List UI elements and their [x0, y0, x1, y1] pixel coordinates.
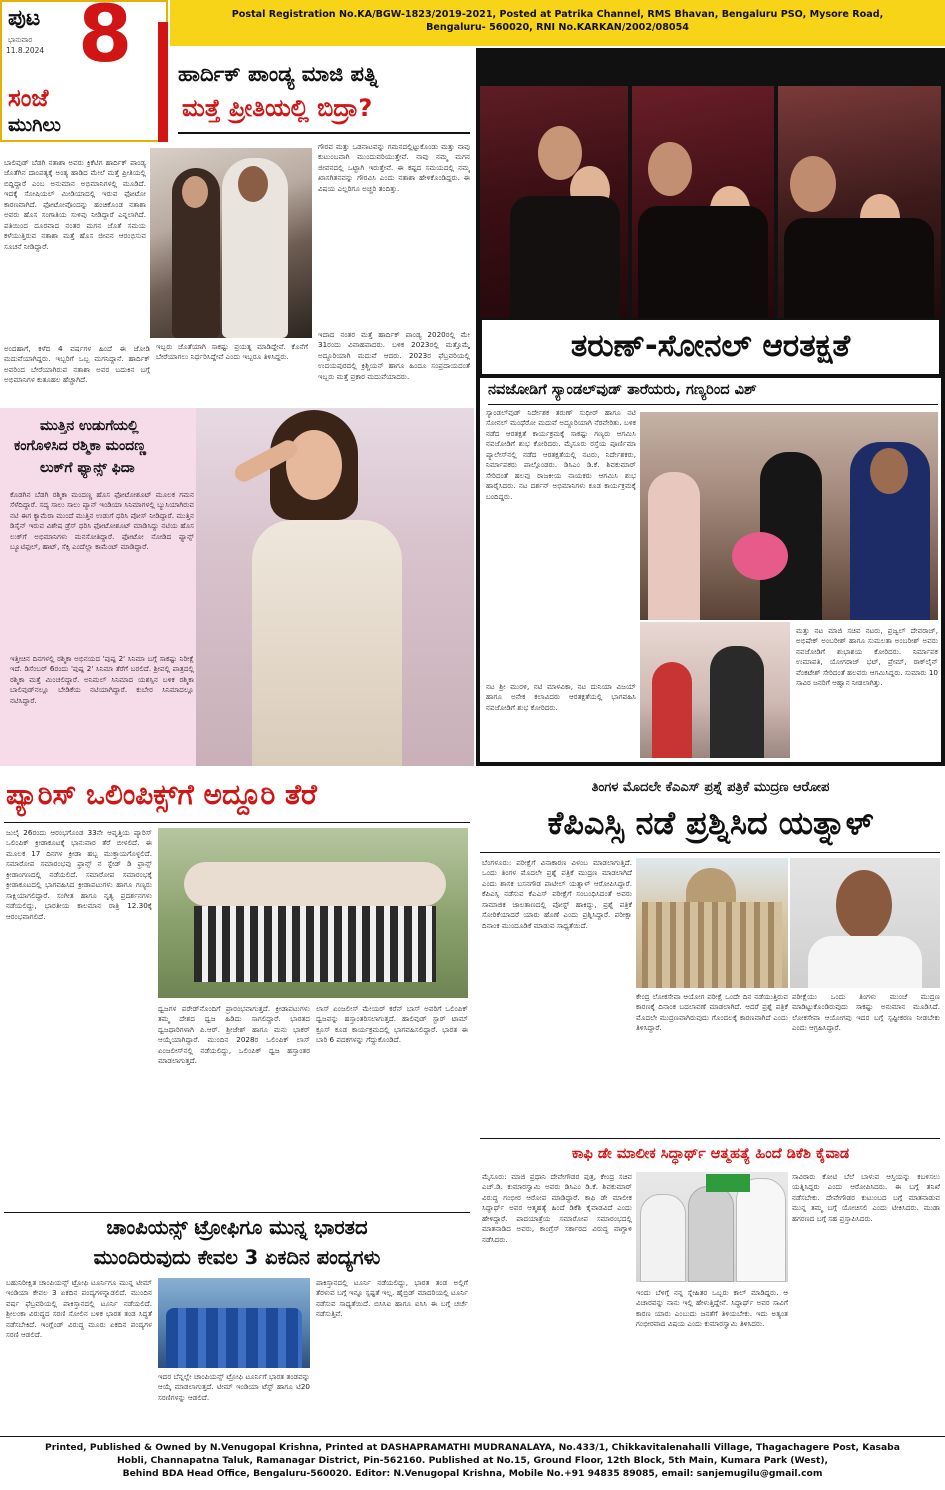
hardik-col1b-text: [4, 344, 150, 404]
paper-name-line2: ಮುಗಿಲು: [8, 114, 61, 136]
hardik-col2-para: ಗೌರವ ಮತ್ತು ಒಡನಾಟವನ್ನು ಗಮನದಲ್ಲಿಟ್ಟುಕೊಂಡು ಮತ್ತು ನಾವು ಕುಟುಂಬವಾಗಿ ಮುಂದುವರಿಯುತ್ತೇವೆ. ನಾವು ನಮ್ಮ ಮಗನ ಜೀವನದಲ್ಲಿ ಒಟ್ಟಾಗಿ ಇರುತ್ತೇವೆ. ಈ ಕಷ್ಟದ ಸಮಯದಲ್ಲಿ ನಮ್ಮ ಖಾಸಗಿತನವನ್ನು ಗೌರವಿಸಿ ಎಂದು ನತಾಶಾ ಹೇಳಿಕೊಂಡಿದ್ದರು. ಈ ವಿಷಯ ಎಲ್ಲರಿಗೂ ಅಚ್ಚರಿ ತಂದಿತ್ತು.: [318, 142, 470, 193]
champions-col3-para: ಪಾಕಿಸ್ತಾನದಲ್ಲಿ ಟೂರ್ನಿ ನಡೆಯಲಿದ್ದು, ಭಾರತ ತಂಡ ಅಲ್ಲಿಗೆ ತೆರಳುವ ಬಗ್ಗೆ ಇನ್ನೂ ಸ್ಪಷ್ಟತೆ ಇಲ್ಲ. ಹೈಬ್ರಿಡ್ ಮಾದರಿಯಲ್ಲಿ ಟೂರ್ನಿ ನಡೆಸುವ ಸಾಧ್ಯತೆಯಿದೆ. ಬಿಸಿಸಿಐ ಹಾಗೂ ಐಸಿಸಿ ಈ ಬಗ್ಗೆ ಚರ್ಚೆ ನಡೆಸುತ್ತಿವೆ.: [316, 1278, 468, 1319]
footer-imprint-box: [0, 1436, 945, 1490]
tarun-subhead-rule: [488, 404, 938, 405]
tarun-panel: [476, 48, 945, 766]
paris-headline-rule: [4, 822, 470, 823]
hardik-col1-para: ಬಾಲಿವುಡ್ ಬೆಡಗಿ ನತಾಶಾ ಅವರು ಕ್ರಿಕೆಟಿಗ ಹಾರ್ದಿಕ್ ಪಾಂಡ್ಯ ಜೊತೆಗಿನ ದಾಂಪತ್ಯಕ್ಕೆ ಅಂತ್ಯ ಹಾಡಿದ ಮೇಲೆ ಮತ್ತೆ ಪ್ರೀತಿಯಲ್ಲಿ ಬಿದ್ದಿದ್ದಾರೆ ಎಂಬ ಅನುಮಾನ ಅಭಿಮಾನಿಗಳಲ್ಲಿ ಮೂಡಿದೆ. ಇದಕ್ಕೆ ಸೋಷಿಯಲ್ ಮೀಡಿಯಾದಲ್ಲಿ ಇರುವ ಫೋಟೋ ಕಾರಣವಾಗಿದೆ. ಫೋಟೋವೊಂದನ್ನು ಹಂಚಿಕೊಂಡ ನತಾಶಾ ಅವರು ಹೊಸ ಸಂಗಾತಿಯ ಸುಳಿವು ನೀಡಿದ್ದಾರೆ ಎನ್ನಲಾಗಿದೆ. ಪತಿಯಿಂದ ದೂರವಾದ ನಂತರ ಮಗನ ಜೊತೆ ಸಮಯ ಕಳೆಯುತ್ತಿರುವ ನತಾಶಾ ಮತ್ತೆ ಹೊಸ ಜೀವನ ಆರಂಭಿಸುವ ಸೂಚನೆ ನೀಡಿದ್ದಾರೆ.: [4, 158, 146, 251]
paris-story: [0, 770, 474, 1210]
kpsc-col3-text: [792, 992, 940, 1132]
champions-top-rule: [4, 1212, 470, 1213]
champions-col2-para: ಇದರ ಬೆನ್ನಲ್ಲೇ ಚಾಂಪಿಯನ್ಸ್ ಟ್ರೋಫಿ ಟೂರ್ನಿಗೆ ಭಾರತ ತಂಡವನ್ನು ಆಯ್ಕೆ ಮಾಡಲಾಗುತ್ತದೆ. ಟೀಮ್ ಇಂಡಿಯಾ ಟೆಸ್ಟ್ ಹಾಗೂ ಟಿ20 ಸರಣಿಗಳನ್ನು ಆಡಲಿದೆ.: [158, 1372, 310, 1402]
vidhana-soudha-photo: [636, 858, 788, 988]
hardik-col2-text: [318, 142, 470, 322]
hardik-col3-para: ಇದಾದ ನಂತರ ಮತ್ತೆ ಹಾರ್ದಿಕ್ ಪಾಂಡ್ಯ 2020ರಲ್ಲಿ ಮೇ 31ರಂದು ವಿವಾಹವಾದರು. ಬಳಿಕ 2023ರಲ್ಲಿ ಮತ್ತೊಮ್ಮೆ ಅದ್ಧೂರಿಯಾಗಿ ಮದುವೆ ಆದರು. 2023ರ ಫೆಬ್ರವರಿಯಲ್ಲಿ ಉದಯಪುರದಲ್ಲಿ ಕ್ರಿಶ್ಚಿಯನ್ ಹಾಗೂ ಹಿಂದೂ ಸಂಪ್ರದಾಯದಂತೆ ಇಬ್ಬರು ಮತ್ತೆ ಪ್ರಕಾರ ಮದುವೆಯಾದರು.: [318, 330, 470, 381]
registration-line1: Postal Registration No.KA/BGW-1823/2019-2021, Posted at Patrika Channel, RMS Bhavan, Bengaluru PSO, Mysore Road,: [231, 9, 884, 20]
leader-1: [640, 1194, 686, 1282]
hardik-story: [0, 48, 474, 408]
olympics-dancers-photo: [158, 828, 468, 998]
rashmika-body2-para: ಇತ್ತೀಚಿನ ದಿನಗಳಲ್ಲಿ ರಶ್ಮಿಕಾ ಅಭಿನಯದ 'ಪುಷ್ಪ 2' ಸಿನಿಮಾ ಬಗ್ಗೆ ಸಾಕಷ್ಟು ನಿರೀಕ್ಷೆ ಇದೆ. ಡಿಸೆಂಬರ್ 6ರಂದು 'ಪುಷ್ಪ 2' ಸಿನಿಮಾ ತೆರೆಗೆ ಬರಲಿದೆ. ಶ್ರೀವಲ್ಲಿ ಪಾತ್ರದಲ್ಲಿ ರಶ್ಮಿಕಾ ಮತ್ತೆ ಮಿಂಚಲಿದ್ದಾರೆ. ಅನಿಮಲ್ ಸಿನಿಮಾದ ಯಶಸ್ಸಿನ ಬಳಿಕ ರಶ್ಮಿಕಾ ಬಾಲಿವುಡ್‌ನಲ್ಲೂ ಬೇಡಿಕೆಯ ನಟಿಯಾಗಿದ್ದಾರೆ. ಕುಬೇರ ಸಿನಿಮಾದಲ್ಲೂ ನಟಿಸಿದ್ದಾರೆ.: [10, 654, 194, 705]
paris-col2-text: [158, 1004, 310, 1204]
puta-label: ಪುಟ: [8, 6, 41, 31]
champions-story: [0, 1212, 474, 1470]
kpsc-col2-text: [636, 992, 788, 1132]
tarun-col2-text: [796, 626, 938, 758]
press-woman: [652, 662, 692, 758]
rashmika-body-para: ಕೊಡಗಿನ ಬೆಡಗಿ ರಶ್ಮಿಕಾ ಮಂದಣ್ಣ ಹೊಸ ಫೋಟೋಶೂಟ್ ಮೂಲಕ ಗಮನ ಸೆಳೆದಿದ್ದಾರೆ. ಸದ್ಯ ಸಾಲು ಸಾಲು ಪ್ಯಾನ್ ಇಂಡಿಯಾ ಸಿನಿಮಾಗಳಲ್ಲಿ ಬ್ಯುಸಿಯಾಗಿರುವ ನಟಿ ಈಗ ಕ್ಯಾಮೆರಾ ಮುಂದೆ ಮುತ್ತಿನ ಉಡುಗೆ ಧರಿಸಿ ಪೋಸ್ ನೀಡಿದ್ದಾರೆ. ಮುತ್ತಿನ ಡಿಸೈನ್ ಇರುವ ವಿಶೇಷ ಡ್ರೆಸ್ ಧರಿಸಿ ಫೋಟೋಶೂಟ್ ಮಾಡಿಸಿದ್ದು ನಟಿಯ ಹೊಸ ಲುಕ್‌ಗೆ ಅಭಿಮಾನಿಗಳು ಮನಸೋತಿದ್ದಾರೆ. ಫೋಟೋ ನೋಡಿದ ಫ್ಯಾನ್ಸ್ ಬ್ಯೂಟಿಫುಲ್, ಹಾಟ್, ಸೆಕ್ಸಿ ಎಂದೆಲ್ಲಾ ಕಾಮೆಂಟ್ ಮಾಡಿದ್ದಾರೆ.: [10, 490, 194, 552]
rashmika-dress: [252, 520, 402, 766]
page-number: 8: [78, 0, 133, 80]
team-india-photo: [158, 1278, 310, 1368]
rashmika-face: [286, 430, 342, 500]
coffee-col3-text: [792, 1172, 940, 1468]
hardik-headline-line2: ಮತ್ತೆ ಪ್ರೀತಿಯಲ್ಲಿ ಬಿದ್ರಾ?: [182, 94, 373, 122]
reception-dignitary-face: [870, 448, 908, 494]
press-man: [710, 646, 764, 758]
reception-woman: [648, 472, 700, 620]
kpsc-kicker: ತಿಂಗಳ ಮೊದಲೇ ಕೆಎಎಸ್ ಪ್ರಶ್ನೆ ಪತ್ರಿಕೆ ಮುದ್ರಣ ಆರೋಪ: [591, 780, 830, 795]
hardik-col3-text: [318, 330, 470, 404]
leader-3: [736, 1178, 786, 1282]
hardik-couple-photo: [150, 148, 312, 338]
paper-name-line1: ಸಂಜೆ: [8, 84, 49, 112]
paris-col3-text: [316, 1004, 468, 1204]
paris-col2-para: ಧ್ವಜಗಳ ಪರೇಡ್‌ನೊಂದಿಗೆ ಪ್ರಾರಂಭವಾಗುತ್ತದೆ. ಕ್ರೀಡಾಪಟುಗಳು ತಮ್ಮ ದೇಶದ ಧ್ವಜ ಹಿಡಿದು ಸಾಗಲಿದ್ದಾರೆ. ಭಾರತದ ಧ್ವಜಧಾರಿಗಳಾಗಿ ಪಿ.ಆರ್. ಶ್ರೀಜೇಶ್ ಹಾಗೂ ಮನು ಭಾಕರ್ ಆಯ್ಕೆಯಾಗಿದ್ದಾರೆ. ಮುಂದಿನ 2028ರ ಒಲಿಂಪಿಕ್ ಲಾಸ್ ಏಂಜಲೀಸ್‌ನಲ್ಲಿ ನಡೆಯಲಿದ್ದು, ಒಲಿಂಪಿಕ್ ಧ್ವಜ ಹಸ್ತಾಂತರ ಮಾಡಲಾಗುತ್ತದೆ.: [158, 1004, 310, 1066]
press-photo: [640, 622, 790, 758]
tarun-col1-text: [486, 408, 636, 678]
leader-2: [688, 1186, 734, 1282]
hardik-headline-line1: ಹಾರ್ದಿಕ್ ಪಾಂಡ್ಯ ಮಾಜಿ ಪತ್ನಿ: [178, 62, 378, 86]
tarun-face-3: [790, 156, 836, 212]
reception-photo: [640, 412, 938, 620]
rashmika-body-text: [10, 490, 194, 650]
kpsc-headline: ಕೆಪಿಎಸ್ಸಿ ನಡೆ ಪ್ರಶ್ನಿಸಿದ ಯತ್ನಾಳ್: [547, 804, 874, 842]
woman-face: [182, 176, 208, 208]
kpsc-col2-para: ಕೇಂದ್ರ ಲೋಕಸೇವಾ ಆಯೋಗ ಪರೀಕ್ಷೆ ಒಂದೇ ದಿನ ನಡೆಯುತ್ತಿರುವ ಕಾರಣಕ್ಕೆ ದಿನಾಂಕ ಬದಲಾವಣೆ ಮಾಡಲಾಗಿದೆ. ಆದರೆ ಪ್ರಶ್ನೆ ಪತ್ರಿಕೆ ಮೊದಲೇ ಮುದ್ರಣವಾಗಿರುವುದು ಗೊಂದಲಕ್ಕೆ ಕಾರಣವಾಗಿದೆ ಎಂದು ತಿಳಿಸಿದ್ದಾರೆ.: [636, 992, 788, 1033]
coffee-col2-para: ಇಂದು ಬೆಳಿಗ್ಗೆ ನನ್ನ ಸ್ನೇಹಿತರ ಒಬ್ಬರು ಕಾಲ್ ಮಾಡಿದ್ದರು. ಆ ವಿಚಾರವನ್ನು ನಾನು ಇಲ್ಲಿ ಹೇಳುತ್ತಿದ್ದೇನೆ. ಸಿದ್ಧಾರ್ಥ್ ಅವರ ಸಾವಿಗೆ ಕಾರಣ ಯಾರು ಎಂಬುದು ಜನತೆಗೆ ತಿಳಿಯಬೇಕು. ಇದು ಅತ್ಯಂತ ಗಂಭೀರವಾದ ವಿಷಯ ಎಂದು ಕುಮಾರಸ್ವಾಮಿ ತಿಳಿಸಿದರು.: [636, 1288, 788, 1329]
date-label: 11.8.2024: [6, 46, 45, 55]
rashmika-panel: [0, 408, 474, 766]
tarun-body-area: [480, 378, 941, 762]
coffee-top-rule: [480, 1138, 940, 1139]
coffee-col1-para: ಮೈಸೂರು: ಮಾಜಿ ಪ್ರಧಾನಿ ದೇವೇಗೌಡರ ಪುತ್ರ, ಕೇಂದ್ರ ಸಚಿವ ಎಚ್.ಡಿ. ಕುಮಾರಸ್ವಾಮಿ ಅವರು ಡಿಸಿಎಂ ಡಿ.ಕೆ. ಶಿವಕುಮಾರ್ ವಿರುದ್ಧ ಗಂಭೀರ ಆರೋಪ ಮಾಡಿದ್ದಾರೆ. ಕಾಫಿ ಡೇ ಮಾಲೀಕ ಸಿದ್ಧಾರ್ಥ್ ಅವರ ಆತ್ಮಹತ್ಯೆ ಹಿಂದೆ ಡಿಕೆಶಿ ಕೈವಾಡವಿದೆ ಎಂದು ಹೇಳಿದ್ದಾರೆ. ಪಾದಯಾತ್ರೆಯ ಸಮಾರೋಪ ಸಮಾರಂಭದಲ್ಲಿ ಮಾತನಾಡಿದ ಅವರು, ಕಾಂಗ್ರೆಸ್ ಸರ್ಕಾರದ ವಿರುದ್ಧ ವಾಗ್ದಾಳಿ ನಡೆಸಿದರು.: [482, 1172, 632, 1244]
tarun-face-2: [648, 142, 692, 196]
tarun-col1b-text: [486, 682, 636, 758]
rashmika-body2-text: [10, 654, 194, 762]
yatnal-face: [836, 870, 892, 940]
registration-line2: Bengaluru- 560020, RNI No.KARKAN/2002/08054: [426, 22, 689, 33]
tarun-headline-box: [480, 318, 941, 376]
tarun-subhead: ನವಜೋಡಿಗೆ ಸ್ಯಾಂಡಲ್‌ವುಡ್ ತಾರೆಯರು, ಗಣ್ಯರಿಂದ ವಿಶ್: [488, 382, 757, 398]
paris-headline: ಪ್ಯಾರಿಸ್ ಒಲಿಂಪಿಕ್ಸ್‌ಗೆ ಅದ್ದೂರಿ ತೆರೆ: [6, 778, 317, 811]
kpsc-col3-para: ಪರೀಕ್ಷೆಯು ಒಂದು ತಿಂಗಳು ಮುಂಚೆ ಮುದ್ರಣ ಮಾಡಿಟ್ಟುಕೊಂಡಿರುವುದು ಸಾಕಷ್ಟು ಅನುಮಾನ ಮೂಡಿಸಿದೆ. ಲೋಕಸೇವಾ ಆಯೋಗವು ಇದರ ಬಗ್ಗೆ ಸ್ಪಷ್ಟೀಕರಣ ನೀಡಬೇಕು ಎಂದು ಆಗ್ರಹಿಸಿದ್ದಾರೆ.: [792, 992, 940, 1033]
paris-col3-para: ಲಾಸ್ ಏಂಜಲೀಸ್ ಮೇಯರ್ ಕರೆನ್ ಬಾಸ್ ಅವರಿಗೆ ಒಲಿಂಪಿಕ್ ಧ್ವಜವನ್ನು ಹಸ್ತಾಂತರಿಸಲಾಗುತ್ತದೆ. ಹಾಲಿವುಡ್ ಸ್ಟಾರ್ ಟಾಮ್ ಕ್ರೂಸ್ ಕೂಡ ಕಾರ್ಯಕ್ರಮದಲ್ಲಿ ಭಾಗವಹಿಸಲಿದ್ದಾರೆ. ಭಾರತ ಈ ಬಾರಿ 6 ಪದಕಗಳನ್ನು ಗೆದ್ದುಕೊಂಡಿದೆ.: [316, 1004, 468, 1045]
imprint-line3: Behind BDA Head Office, Bengaluru-560020. Editor: N.Venugopal Krishna, Mobile No.+91 94835 89085, email: sanjemugilu@gmail.com: [122, 1468, 823, 1479]
paris-col1-text: [6, 828, 152, 1204]
players-row: [166, 1308, 302, 1368]
tarun-headline: ತರುಣ್-ಸೋನಲ್ ಆರತಕ್ಷತೆ: [570, 328, 851, 364]
kpsc-col1-para: ಬೆಂಗಳೂರು: ಪರೀಕ್ಷೆಗೆ ವಿನಾಕಾರಣ ವಿಳಂಬ ಮಾಡಲಾಗುತ್ತಿದೆ. ಒಂದು ತಿಂಗಳ ಮೊದಲೇ ಪ್ರಶ್ನೆ ಪತ್ರಿಕೆ ಮುದ್ರಣ ಮಾಡಲಾಗಿದೆ ಎಂದು ಶಾಸಕ ಬಸನಗೌಡ ಪಾಟೀಲ್ ಯತ್ನಾಳ್ ಆರೋಪಿಸಿದ್ದಾರೆ. ಕೆಪಿಎಸ್ಸಿ ನಡೆಸುವ ಕೆಎಎಸ್ ಪರೀಕ್ಷೆಗೆ ಸಂಬಂಧಿಸಿದಂತೆ ಅವರು ಸಾಮಾಜಿಕ ಜಾಲತಾಣದಲ್ಲಿ ಪೋಸ್ಟ್ ಹಾಕಿದ್ದು, ಪ್ರಶ್ನೆ ಪತ್ರಿಕೆ ಸೋರಿಕೆಯಾದರೆ ಯಾರು ಹೊಣೆ ಎಂದು ಪ್ರಶ್ನಿಸಿದ್ದಾರೆ. ಪರೀಕ್ಷಾ ದಿನಾಂಕ ಮುಂದೂಡಿಕೆ ಮಾಡುವ ಸಾಧ್ಯತೆಯಿದೆ.: [482, 858, 632, 930]
rashmika-headline-line3: ಲುಕ್‌ಗೆ ಫ್ಯಾನ್ಸ್ ಫಿದಾ: [40, 460, 135, 476]
dancers-skirts: [194, 906, 436, 982]
hardik-col2b-text: [156, 342, 308, 404]
hardik-col1-text: [4, 158, 146, 328]
tarun-col1-para: ಸ್ಯಾಂಡಲ್‌ವುಡ್ ನಿರ್ದೇಶಕ ತರುಣ್ ಸುಧೀರ್ ಹಾಗೂ ನಟಿ ಸೋನಲ್ ಮಂಥೆರೋ ಮದುವೆ ಅದ್ದೂರಿಯಾಗಿ ನೆರವೇರಿತು. ಬಳಿಕ ನಡೆದ ಆರತಕ್ಷತೆ ಕಾರ್ಯಕ್ರಮಕ್ಕೆ ಸಾಕಷ್ಟು ಗಣ್ಯರು ಆಗಮಿಸಿ ನವಜೋಡಿಗೆ ಶುಭ ಕೋರಿದರು. ಮೈಸೂರು ರಸ್ತೆಯ ಪೂರ್ಣಿಮಾ ಪ್ಯಾಲೇಸ್‌ನಲ್ಲಿ ನಡೆದ ಆರತಕ್ಷತೆಯಲ್ಲಿ ನಟರು, ನಿರ್ದೇಶಕರು, ನಿರ್ಮಾಪಕರು ಪಾಲ್ಗೊಂಡರು. ಡಿಸಿಎಂ ಡಿ.ಕೆ. ಶಿವಕುಮಾರ್ ಸೇರಿದಂತೆ ಹಲವು ರಾಜಕೀಯ ನಾಯಕರು ಆಗಮಿಸಿ ಶುಭ ಹಾರೈಸಿದರು. ನಟ ದರ್ಶನ್ ಅಭಿಮಾನಿಗಳು ಕೂಡ ಕಾರ್ಯಕ್ರಮಕ್ಕೆ ಬಂದಿದ್ದರು.: [486, 408, 636, 501]
registration-strip: [170, 0, 945, 46]
yatnal-body: [808, 936, 922, 988]
coffee-col1-text: [482, 1172, 632, 1468]
coffee-col3-para: ಸಾವಿರಾರು ಕೋಟಿ ಬೆಲೆ ಬಾಳುವ ಆಸ್ತಿಯನ್ನು ಕಬಳಿಸಲು ಯತ್ನಿಸಿದ್ದರು ಎಂದು ಆರೋಪಿಸಿದರು. ಈ ಬಗ್ಗೆ ತನಿಖೆ ನಡೆಸಬೇಕು. ದೇವೇಗೌಡರ ಕುಟುಂಬದ ಬಗ್ಗೆ ಮಾತನಾಡುವ ಮುನ್ನ ತಮ್ಮ ಬಗ್ಗೆ ಯೋಚಿಸಲಿ ಎಂದು ಟೀಕಿಸಿದರು. ಮುಡಾ ಹಗರಣದ ಬಗ್ಗೆ ಸಹ ಪ್ರಸ್ತಾಪಿಸಿದರು.: [792, 1172, 940, 1223]
dancers-group: [184, 862, 446, 906]
rashmika-headline-line2: ಕಂಗೊಳಿಸಿದ ರಶ್ಮಿಕಾ ಮಂದಣ್ಣ: [14, 438, 147, 454]
imprint-line1: Printed, Published & Owned by N.Venugopal Krishna, Printed at DASHAPRAMATHI MUDRANALAYA, No.433/1, Chikkavitalenahalli Village, Thagachagere Post, Kasaba: [45, 1442, 900, 1453]
rashmika-photo: [196, 408, 474, 766]
paris-col1-para: ಜುಲೈ 26ರಂದು ಆರಂಭಗೊಂಡ 33ನೇ ಆವೃತ್ತಿಯ ಪ್ಯಾರಿಸ್ ಒಲಿಂಪಿಕ್ ಕ್ರೀಡಾಕೂಟಕ್ಕೆ ಭಾನುವಾರ ತೆರೆ ಬೀಳಲಿದೆ. ಈ ಮೂಲಕ 17 ದಿನಗಳ ಕ್ರೀಡಾ ಹಬ್ಬ ಮುಕ್ತಾಯಗೊಳ್ಳಲಿದೆ. ಸಮಾರೋಪ ಸಮಾರಂಭವು ಫ್ರಾನ್ಸ್ ನ ಸ್ಟೇಡ್ ಡಿ ಫ್ರಾನ್ಸ್ ಕ್ರೀಡಾಂಗಣದಲ್ಲಿ ನಡೆಯಲಿದೆ. ಸಮಾರೋಪ ಸಮಾರಂಭಕ್ಕೆ ಕ್ರೀಡಾಕೂಟದಲ್ಲಿ ಭಾಗವಹಿಸಿದ ಕ್ರೀಡಾಪಟುಗಳು ಹಾಗೂ ಗಣ್ಯರು ಸಾಕ್ಷಿಯಾಗಲಿದ್ದಾರೆ. ಸಂಗೀತ ಹಾಗೂ ನೃತ್ಯ ಪ್ರದರ್ಶನಗಳು ನಡೆಯಲಿದ್ದು, ಭಾರತೀಯ ಕಾಲಮಾನ ರಾತ್ರಿ 12.30ಕ್ಕೆ ಆರಂಭವಾಗಲಿದೆ.: [6, 828, 152, 921]
champions-headline-line2: ಮುಂದಿರುವುದು ಕೇವಲ 3 ಏಕದಿನ ಪಂದ್ಯಗಳು: [93, 1246, 381, 1269]
coffee-story: [476, 1138, 945, 1472]
man-face: [238, 166, 268, 202]
coffee-leaders-photo: [636, 1172, 788, 1282]
reception-bouquet: [732, 532, 788, 580]
champions-col1-para: ಬಹುನಿರೀಕ್ಷಿತ ಚಾಂಪಿಯನ್ಸ್ ಟ್ರೋಫಿ ಟೂರ್ನಿಗೂ ಮುನ್ನ ಟೀಮ್ ಇಂಡಿಯಾ ಕೇವಲ 3 ಏಕದಿನ ಪಂದ್ಯಗಳನ್ನಾಡಲಿದೆ. ಮುಂದಿನ ವರ್ಷ ಫೆಬ್ರವರಿಯಲ್ಲಿ ಪಾಕಿಸ್ತಾನದಲ್ಲಿ ಟೂರ್ನಿ ನಡೆಯಲಿದೆ. ಶ್ರೀಲಂಕಾ ವಿರುದ್ಧದ ಸರಣಿ ಸೋಲಿನ ಬಳಿಕ ಭಾರತ ತಂಡ ಸಿದ್ಧತೆ ನಡೆಸಬೇಕಿದೆ. ಇಂಗ್ಲೆಂಡ್ ವಿರುದ್ಧ ಮೂರು ಏಕದಿನ ಪಂದ್ಯಗಳ ಸರಣಿ ಆಡಲಿದೆ.: [6, 1278, 152, 1340]
coffee-headline: ಕಾಫಿ ಡೇ ಮಾಲೀಕ ಸಿದ್ಧಾರ್ಥ್ ಆತ್ಮಹತ್ಯೆ ಹಿಂದೆ ಡಿಕೆಶಿ ಕೈವಾಡ: [571, 1146, 850, 1162]
rashmika-headline-line1: ಮುತ್ತಿನ ಉಡುಗೆಯಲ್ಲಿ: [40, 418, 139, 434]
kpsc-headline-rule: [480, 852, 940, 853]
kpsc-col1-text: [482, 858, 632, 1132]
soudha-dome: [686, 868, 736, 902]
coffee-day-banner: [706, 1174, 750, 1192]
tarun-col1b-para: ನಟ ಶ್ರೀ ಮುರಳಿ, ನಟಿ ಮಾಳವಿಕಾ, ನಟ ದುನಿಯಾ ವಿಜಯ್ ಹಾಗೂ ಅನೇಕ ಕಲಾವಿದರು ಆರತಕ್ಷತೆಯಲ್ಲಿ ಭಾಗವಹಿಸಿ ನವಜೋಡಿಗೆ ಶುಭ ಕೋರಿದರು.: [486, 682, 636, 712]
imprint-line2: Hobli, Channapatna Taluk, Ramanagar District, Pin-562160. Published at No.15, Ground Floor, 12th Block, 5th Main, Kumara Park (West),: [116, 1455, 829, 1466]
hardik-col2b-para: ಇಬ್ಬರು ಜೊತೆಯಾಗಿ ಸಾಕಷ್ಟು ಪ್ರಯತ್ನ ಮಾಡಿದ್ದೇವೆ. ಕೊನೆಗೆ ಬೇರೆಯಾಗಲು ನಿರ್ಧರಿಸಿದ್ದೇವೆ ಎಂದು ಇಬ್ಬರೂ ತಿಳಿಸಿದ್ದರು.: [156, 342, 308, 362]
soudha-facade: [642, 902, 782, 988]
kpsc-story: [476, 770, 945, 1136]
day-label: ಭಾನುವಾರ: [8, 36, 33, 44]
tarun-col2-para: ಮತ್ತು ನಟ ಮಾಜಿ ಸಚಿವ ನಟರು, ಪ್ರಜ್ವಲ್ ದೇವರಾಜ್, ಅಭಿಷೇಕ್ ಅಂಬರೀಶ್ ಹಾಗೂ ಸುಮಲತಾ ಅಂಬರೀಶ್ ಅವರು ನವಜೋಡಿಗೆ ಶುಭಾಶಯ ಕೋರಿದರು. ನಿರ್ಮಾಪಕ ಉಮಾಪತಿ, ಯೋಗರಾಜ್ ಭಟ್, ಪ್ರೇಮ್, ರಾಕ್‌ಲೈನ್ ವೆಂಕಟೇಶ್ ಸೇರಿದಂತೆ ಹಲವರು ಆಗಮಿಸಿದ್ದರು. ಸುಮಾರು 10 ಸಾವಿರ ಜನರಿಗೆ ಆಹ್ವಾನ ನೀಡಲಾಗಿತ್ತು.: [796, 626, 938, 688]
yatnal-photo: [790, 858, 940, 988]
hardik-headline-rule: [178, 132, 470, 134]
champions-headline-line1: ಚಾಂಪಿಯನ್ಸ್ ಟ್ರೋಫಿಗೂ ಮುನ್ನ ಭಾರತದ: [106, 1216, 368, 1239]
hardik-col1b-para: ಅಂದಹಾಗೆ, ಕಳೆದ 4 ವರ್ಷಗಳ ಹಿಂದೆ ಈ ಜೋಡಿ ಮದುವೆಯಾಗಿದ್ದರು. ಇಬ್ಬರಿಗೆ ಒಬ್ಬ ಮಗನಿದ್ದಾನೆ. ಹಾರ್ದಿಕ್ ಅವರಿಂದ ಬೇರೆಯಾಗಿರುವ ನತಾಶಾ ಅವರ ಬದುಕಿನ ಬಗ್ಗೆ ಅಭಿಮಾನಿಗಳ ಕುತೂಹಲ ಹೆಚ್ಚಾಗಿದೆ.: [4, 344, 150, 385]
